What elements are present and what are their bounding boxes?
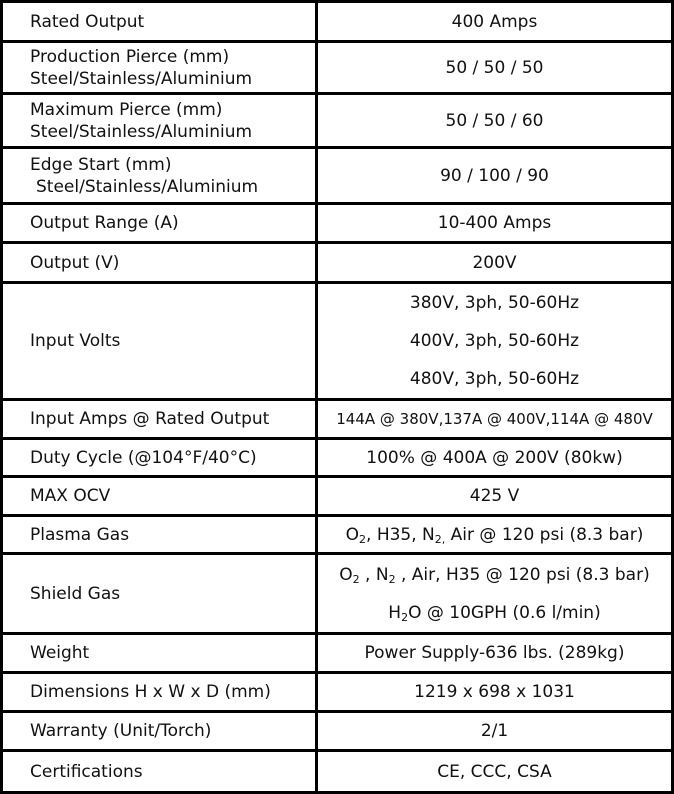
table-row (2, 243, 673, 283)
row-value: 1219 x 698 x 1031 (317, 673, 673, 712)
label-line: Steel/Stainless/Aluminium (36, 176, 259, 197)
table-row (2, 712, 673, 751)
table-row (2, 42, 673, 94)
row-label: Input Amps @ Rated Output (2, 400, 317, 439)
row-value: 2/1 (317, 712, 673, 751)
gas-n-subscript: 2 (434, 532, 442, 546)
label-line: Steel/Stainless/Aluminium (30, 68, 253, 89)
table-row (2, 477, 673, 516)
row-label (2, 94, 317, 148)
gas-tail: Air @ 120 psi (8.3 bar) (445, 524, 644, 545)
gas-h: H (388, 602, 402, 623)
row-value: 90 / 100 / 90 (317, 148, 673, 204)
row-label: Certifications (2, 751, 317, 793)
table-row (2, 634, 673, 673)
row-value: 200V (317, 243, 673, 283)
gas-n-subscript: 2 (388, 572, 396, 586)
row-label: Dimensions H x W x D (mm) (2, 673, 317, 712)
gas-mid: , H35, N (366, 524, 435, 545)
value-line: 380V, 3ph, 50-60Hz (409, 293, 580, 313)
row-label: Rated Output (2, 2, 317, 42)
table-row (2, 400, 673, 439)
row-value (317, 516, 673, 554)
gas-tail: O @ 10GPH (0.6 l/min) (408, 602, 601, 623)
table-row (2, 516, 673, 554)
row-value: 50 / 50 / 60 (317, 94, 673, 148)
value-line: 400V, 3ph, 50-60Hz (409, 331, 580, 351)
table-row (2, 148, 673, 204)
row-label: Duty Cycle (@104°F/40°C) (2, 439, 317, 477)
row-value: CE, CCC, CSA (317, 751, 673, 793)
row-label: Output Range (A) (2, 204, 317, 243)
row-label: Plasma Gas (2, 516, 317, 554)
table-row (2, 751, 673, 793)
row-value: 144A @ 380V,137A @ 400V,114A @ 480V (317, 400, 673, 439)
value-line: 480V, 3ph, 50-60Hz (409, 369, 580, 389)
row-label: Weight (2, 634, 317, 673)
row-value: 425 V (317, 477, 673, 516)
row-value: 10-400 Amps (317, 204, 673, 243)
table-row (2, 673, 673, 712)
gas-o: O (345, 524, 360, 545)
value-line (318, 594, 671, 632)
value-line (318, 556, 671, 594)
label-line: Edge Start (mm) (30, 154, 172, 175)
row-value (317, 283, 673, 400)
gas-h-subscript: 2 (401, 610, 409, 624)
row-value: Power Supply-636 lbs. (289kg) (317, 634, 673, 673)
label-line: Production Pierce (mm) (30, 46, 230, 67)
gas-mid: , N (359, 564, 389, 585)
row-label: MAX OCV (2, 477, 317, 516)
label-line: Maximum Pierce (mm) (30, 99, 223, 120)
row-value: 50 / 50 / 50 (317, 42, 673, 94)
table-row (2, 94, 673, 148)
row-label: Output (V) (2, 243, 317, 283)
table-row (2, 439, 673, 477)
row-value (317, 554, 673, 634)
gas-o-subscript: 2 (352, 572, 360, 586)
row-label: Shield Gas (2, 554, 317, 634)
row-label (2, 148, 317, 204)
row-value: 400 Amps (317, 2, 673, 42)
table-row (2, 554, 673, 634)
row-label (2, 42, 317, 94)
table-row (2, 204, 673, 243)
gas-n-subscript-tail: , (441, 532, 446, 546)
row-value: 100% @ 400A @ 200V (80kw) (317, 439, 673, 477)
table-row (2, 283, 673, 400)
label-line: Steel/Stainless/Aluminium (30, 121, 253, 142)
row-label: Warranty (Unit/Torch) (2, 712, 317, 751)
gas-o-subscript: 2 (359, 532, 367, 546)
gas-o: O (339, 564, 353, 585)
table-row (2, 2, 673, 42)
gas-tail: , Air, H35 @ 120 psi (8.3 bar) (395, 564, 650, 585)
row-label: Input Volts (2, 283, 317, 400)
